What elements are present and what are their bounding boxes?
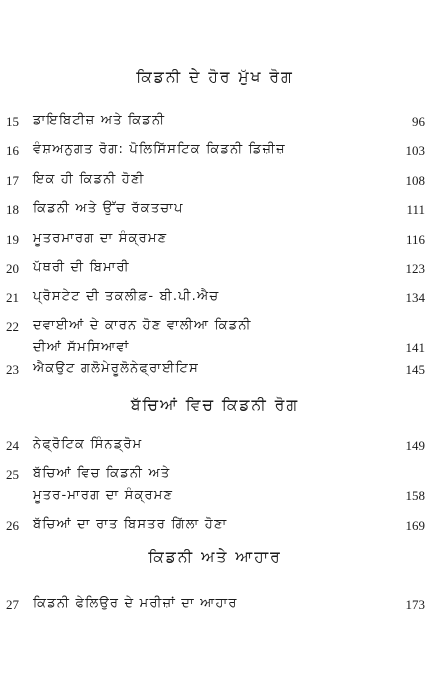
toc-entry[interactable] [0, 143, 430, 169]
page-number: 158 [405, 488, 425, 503]
chapter-number: 26 [6, 518, 19, 533]
section-heading: ਕਿਡਨੀ ਅਤੇ ਆਹਾਰ [148, 548, 282, 566]
chapter-number: 21 [6, 290, 19, 305]
page-number: 108 [405, 173, 425, 188]
chapter-number: 15 [6, 114, 19, 129]
chapter-number: 25 [6, 467, 19, 482]
chapter-title: ਇਕ ਹੀ ਕਿਡਨੀ ਹੋਣੀ [33, 172, 145, 187]
page-number: 96 [412, 114, 425, 129]
page-number: 116 [405, 232, 425, 247]
section-heading: ਕਿਡਨੀ ਦੇ ਹੋਰ ਮੁੱਖ ਰੋਗ [136, 68, 294, 86]
page-number: 103 [405, 143, 425, 158]
toc-entry[interactable] [0, 232, 430, 258]
chapter-title: ਬੱਚਿਆਂ ਦਾ ਰਾਤ ਬਿਸਤਰ ਗਿੱਲਾ ਹੋਣਾ [33, 517, 228, 532]
toc-entry[interactable] [0, 362, 430, 388]
chapter-number: 23 [6, 362, 19, 377]
toc-entry[interactable] [0, 261, 430, 287]
chapter-number: 18 [6, 202, 19, 217]
page-number: 169 [405, 518, 425, 533]
page-number: 134 [405, 290, 425, 305]
chapter-title: ਬੱਚਿਆਂ ਵਿਚ ਕਿਡਨੀ ਅਤੇ [33, 466, 171, 481]
toc-entry[interactable] [0, 202, 430, 228]
chapter-title: ਕਿਡਨੀ ਫੇਲਿਉਰ ਦੇ ਮਰੀਜ਼ਾਂ ਦਾ ਆਹਾਰ [33, 596, 238, 611]
page-number: 145 [405, 362, 425, 377]
chapter-title-line2: ਦੀਆਂ ਸੱਮਸਿਆਵਾਂ [33, 340, 130, 355]
toc-entry[interactable] [0, 518, 430, 544]
section-heading: ਬੱਚਿਆਂ ਵਿਚ ਕਿਡਨੀ ਰੋਗ [130, 396, 300, 414]
toc-entry[interactable] [0, 173, 430, 199]
page-number: 111 [406, 202, 425, 217]
chapter-title: ਐਕਉਟ ਗਲੋਮੇਰੂਲੋਨੇਫ੍ਰਾਈਟਿਸ [33, 361, 199, 376]
toc-entry[interactable] [0, 290, 430, 316]
chapter-title: ਪ੍ਰੋਸਟੇਟ ਦੀ ਤਕਲੀਫ਼- ਬੀ.ਪੀ.ਐਚ [33, 289, 220, 304]
chapter-number: 16 [6, 143, 19, 158]
chapter-number: 17 [6, 173, 19, 188]
chapter-title: ਵੰਸ਼ਅਨੁਗਤ ਰੋਗ: ਪੋਲਿਸਿੱਸਟਿਕ ਕਿਡਨੀ ਡਿਜ਼ੀਜ਼ [33, 142, 286, 157]
page-number: 173 [405, 597, 425, 612]
chapter-title: ਡਾਇਬਿਟੀਜ਼ ਅਤੇ ਕਿਡਨੀ [33, 113, 166, 128]
chapter-number: 20 [6, 261, 19, 276]
chapter-number: 27 [6, 597, 19, 612]
chapter-title: ਨੇਫ੍ਰੋਟਿਕ ਸਿੰਨਡ੍ਰੋਮ [33, 437, 143, 452]
chapter-number: 19 [6, 232, 19, 247]
page-number: 123 [405, 261, 425, 276]
chapter-title-line2: ਮੂਤਰ-ਮਾਰਗ ਦਾ ਸੰਕ੍ਰਮਣ [33, 488, 174, 503]
toc-entry[interactable] [0, 114, 430, 140]
chapter-number: 22 [6, 319, 19, 334]
chapter-title: ਪੱਥਰੀ ਦੀ ਬਿਮਾਰੀ [33, 260, 130, 275]
chapter-title: ਮੂਤਰਮਾਰਗ ਦਾ ਸੰਕ੍ਰਮਣ [33, 231, 168, 246]
toc-entry[interactable] [0, 467, 430, 515]
chapter-title: ਦਵਾਈਆਂ ਦੇ ਕਾਰਨ ਹੋਣ ਵਾਲੀਆ ਕਿਡਨੀ [33, 318, 252, 333]
chapter-number: 24 [6, 438, 19, 453]
toc-entry[interactable] [0, 319, 430, 367]
toc-entry[interactable] [0, 438, 430, 464]
chapter-title: ਕਿਡਨੀ ਅਤੇ ਉੱਚ ਰੱਕਤਚਾਪ [33, 201, 184, 216]
page-number: 141 [405, 340, 425, 355]
toc-entry[interactable] [0, 597, 430, 623]
page-number: 149 [405, 438, 425, 453]
